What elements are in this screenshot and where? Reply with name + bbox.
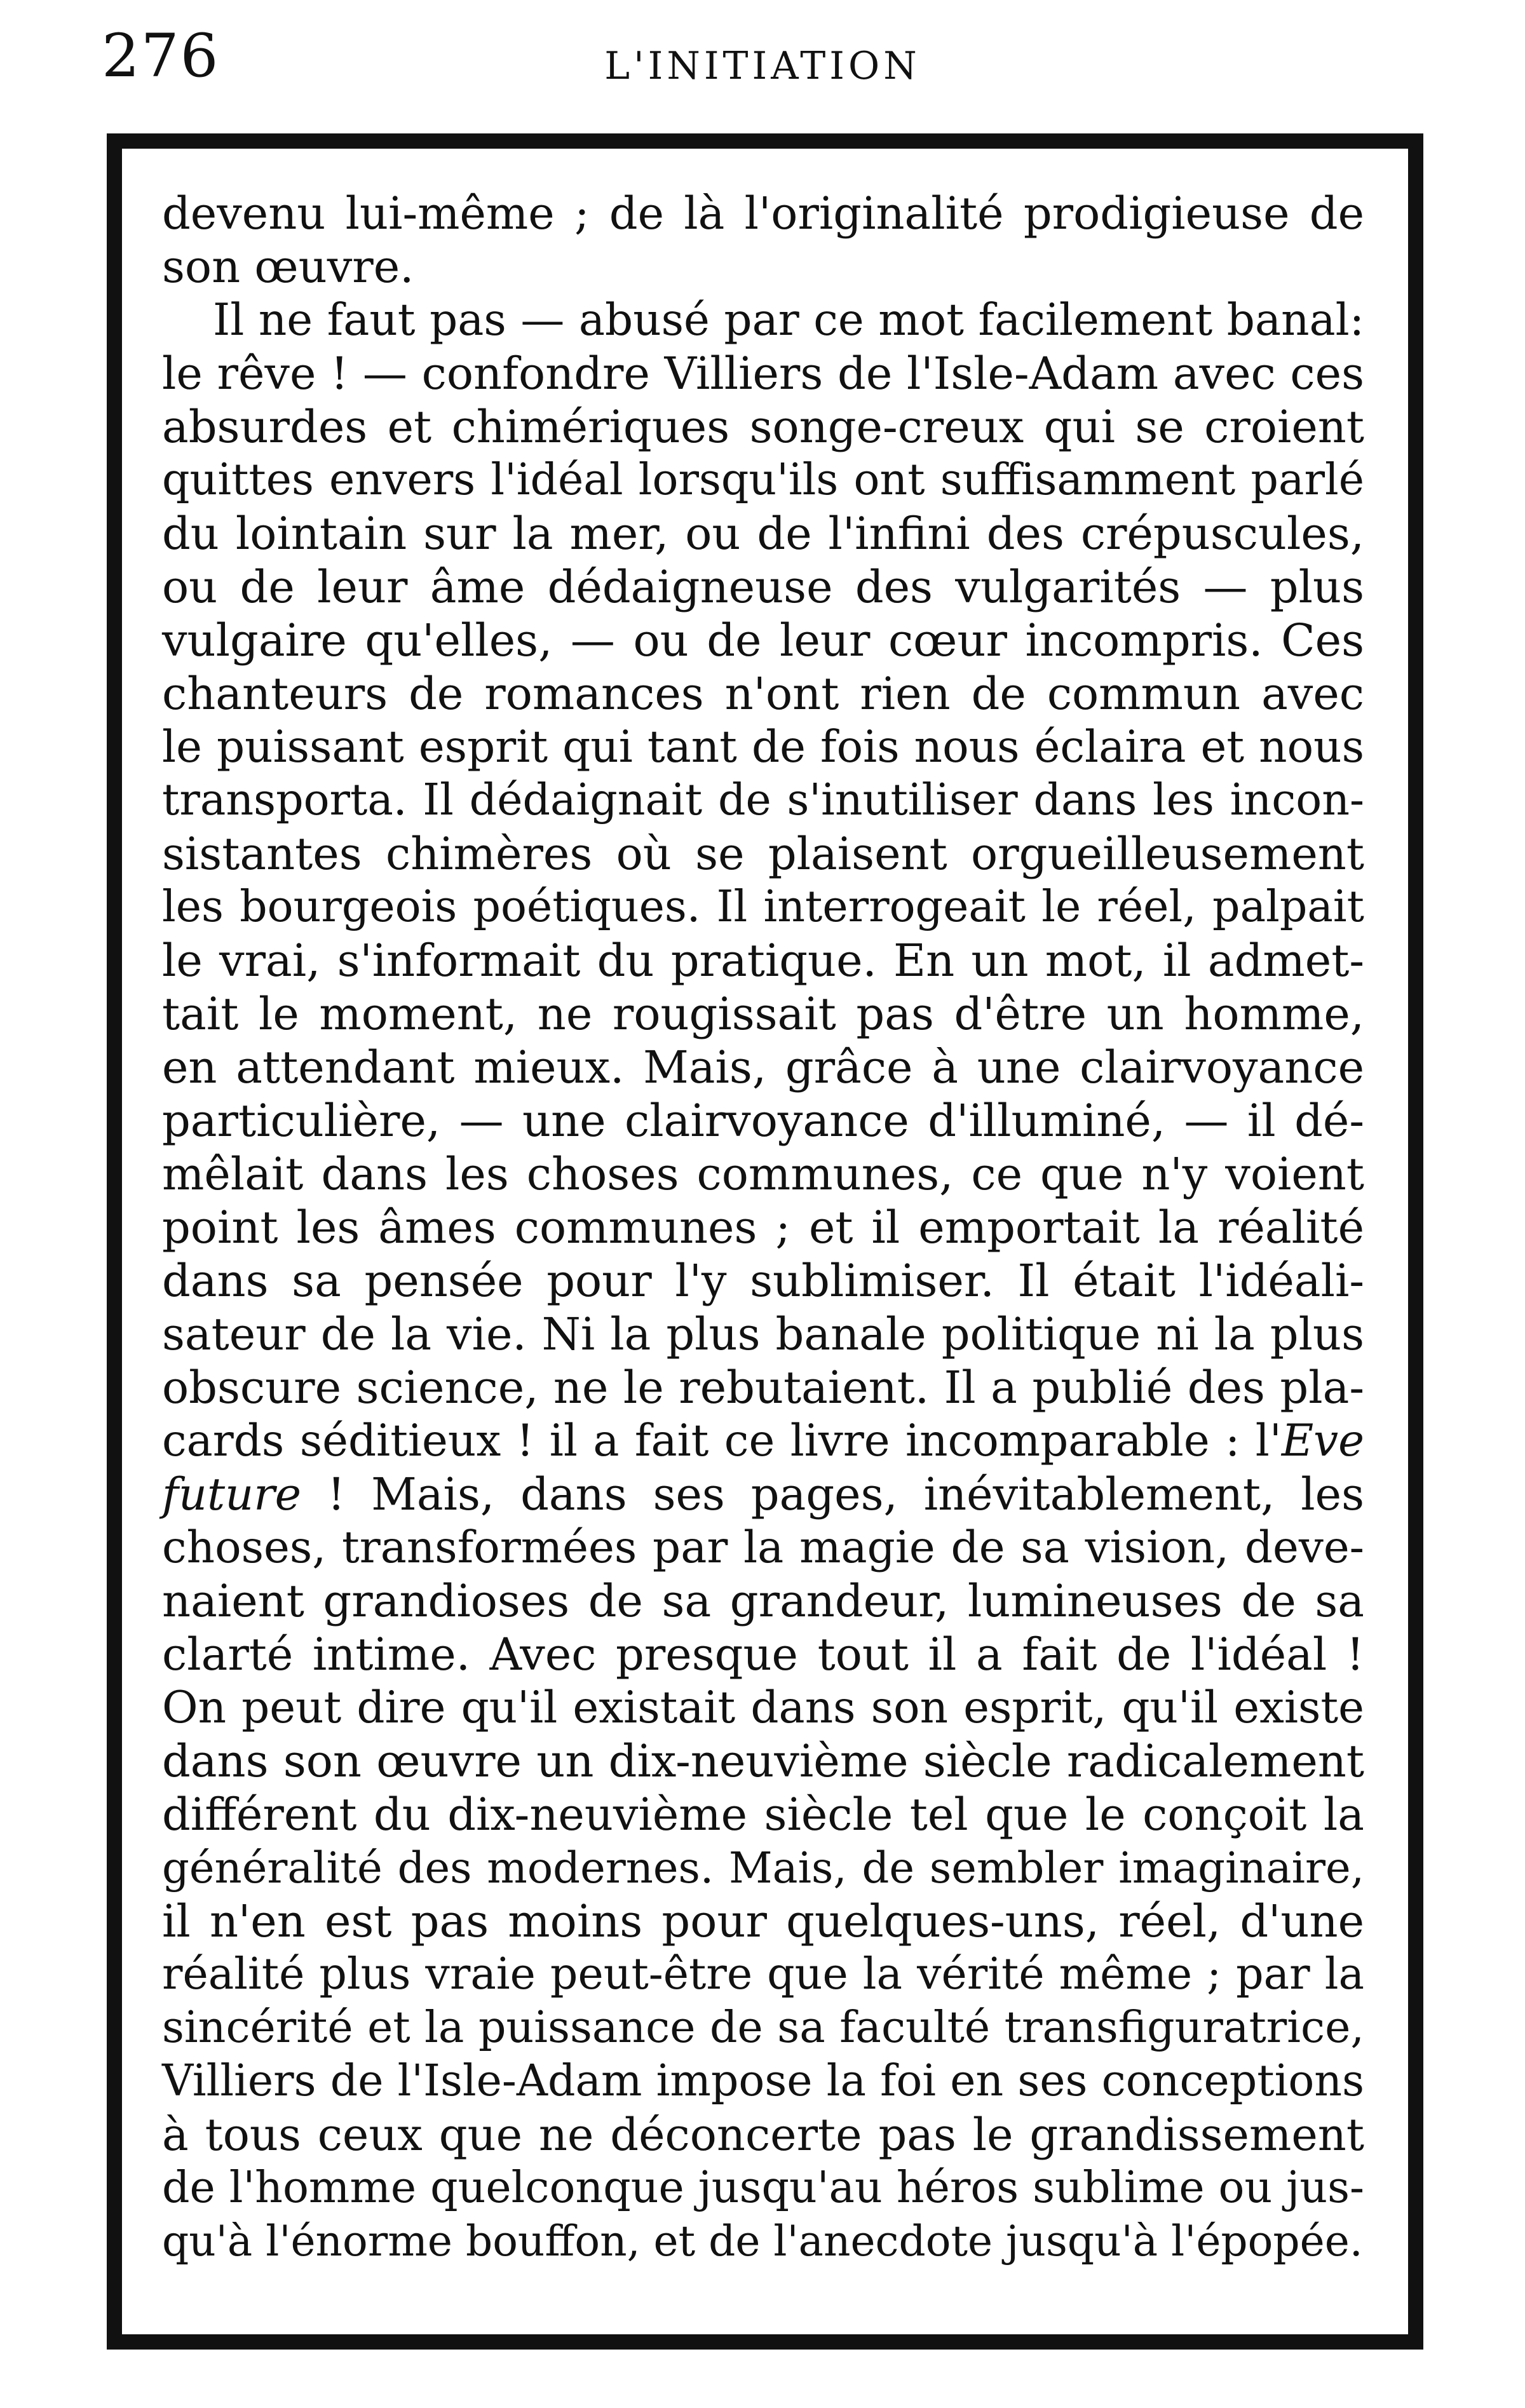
text-line: dans son œuvre un dix-neuvième siècle radicalement xyxy=(162,1735,1364,1787)
text-line: devenu lui-même ; de là l'originalité prodigieuse de xyxy=(162,187,1364,240)
text-line: il n'en est pas moins pour quelques-uns, réel, d'une xyxy=(162,1895,1364,1947)
text-line: On peut dire qu'il existait dans son esprit, qu'il existe xyxy=(162,1682,1364,1733)
text-line: sateur de la vie. Ni la plus banale politique ni la plus xyxy=(162,1308,1364,1360)
text-line: Il ne faut pas — abusé par ce mot facilement banal: xyxy=(213,295,1364,346)
text-line: particulière, — une clairvoyance d'illuminé, — il dé- xyxy=(162,1095,1364,1147)
italic-title-eve: Eve xyxy=(1281,1416,1364,1466)
text-line: qu'à l'énorme bouffon, et de l'anecdote jusqu'à l'épopée. xyxy=(162,2217,1363,2266)
text-line: obscure science, ne le rebutaient. Il a publié des pla- xyxy=(162,1362,1364,1414)
text-line-with-title xyxy=(162,1468,1364,1521)
text-segment: ! Mais, dans ses pages, inévitablement, les xyxy=(327,1468,1364,1520)
text-line: le puissant esprit qui tant de fois nous éclaira et nous xyxy=(162,722,1364,773)
text-line: mêlait dans les choses communes, ce que n'y voient xyxy=(162,1148,1364,1200)
text-segment: cards séditieux ! il a fait ce livre incomparable : l' xyxy=(162,1416,1282,1466)
text-line: le vrai, s'informait du pratique. En un mot, il admet- xyxy=(162,935,1364,987)
text-line: point les âmes communes ; et il emportait la réalité xyxy=(162,1201,1364,1254)
text-line: absurdes et chimériques songe-creux qui se croient xyxy=(162,401,1364,453)
text-line: généralité des modernes. Mais, de sembler imaginaire, xyxy=(162,1843,1364,1893)
text-line: Villiers de l'Isle-Adam impose la foi en ses conceptions xyxy=(162,2056,1364,2106)
text-line: de l'homme quelconque jusqu'au héros sublime ou jus- xyxy=(162,2163,1364,2213)
text-line: choses, transformées par la magie de sa vision, deve- xyxy=(162,1522,1364,1573)
text-line: dans sa pensée pour l'y sublimiser. Il était l'idéali- xyxy=(162,1255,1364,1307)
text-line: à tous ceux que ne déconcerte pas le grandissement xyxy=(162,2109,1364,2161)
text-line: du lointain sur la mer, ou de l'infini des crépuscules, xyxy=(162,508,1364,560)
text-line: transporta. Il dédaignait de s'inutiliser dans les incon- xyxy=(162,775,1364,825)
text-line: les bourgeois poétiques. Il interrogeait le réel, palpait xyxy=(162,882,1364,932)
text-line: sistantes chimères où se plaisent orgueilleusement xyxy=(162,828,1364,880)
text-line: en attendant mieux. Mais, grâce à une clairvoyance xyxy=(162,1041,1364,1093)
text-line: clarté intime. Avec presque tout il a fait de l'idéal ! xyxy=(162,1628,1364,1681)
text-line-with-title xyxy=(162,1414,1364,1468)
page-number: 276 xyxy=(102,22,220,91)
text-line: tait le moment, ne rougissait pas d'être un homme, xyxy=(162,988,1364,1040)
text-line: son œuvre. xyxy=(162,241,414,293)
text-line: le rêve ! — confondre Villiers de l'Isle-Adam avec ces xyxy=(162,348,1364,400)
text-line: chanteurs de romances n'ont rien de commun avec xyxy=(162,668,1364,720)
text-frame xyxy=(107,133,1423,2350)
text-line: ou de leur âme dédaigneuse des vulgarités — plus xyxy=(162,561,1364,613)
running-head: L'INITIATION xyxy=(604,44,921,88)
text-line: naient grandioses de sa grandeur, lumineuses de sa xyxy=(162,1575,1364,1627)
text-line: différent du dix-neuvième siècle tel que le conçoit la xyxy=(162,1789,1364,1841)
body-text xyxy=(162,187,1364,2268)
text-line: sincérité et la puissance de sa faculté transfiguratrice, xyxy=(162,2003,1364,2053)
text-line: vulgaire qu'elles, — ou de leur cœur incompris. Ces xyxy=(162,614,1364,666)
text-line: réalité plus vraie peut-être que la vérité même ; par la xyxy=(162,1949,1364,1999)
text-line: quittes envers l'idéal lorsqu'ils ont suffisamment parlé xyxy=(162,455,1364,505)
italic-title-future: future xyxy=(162,1468,302,1520)
